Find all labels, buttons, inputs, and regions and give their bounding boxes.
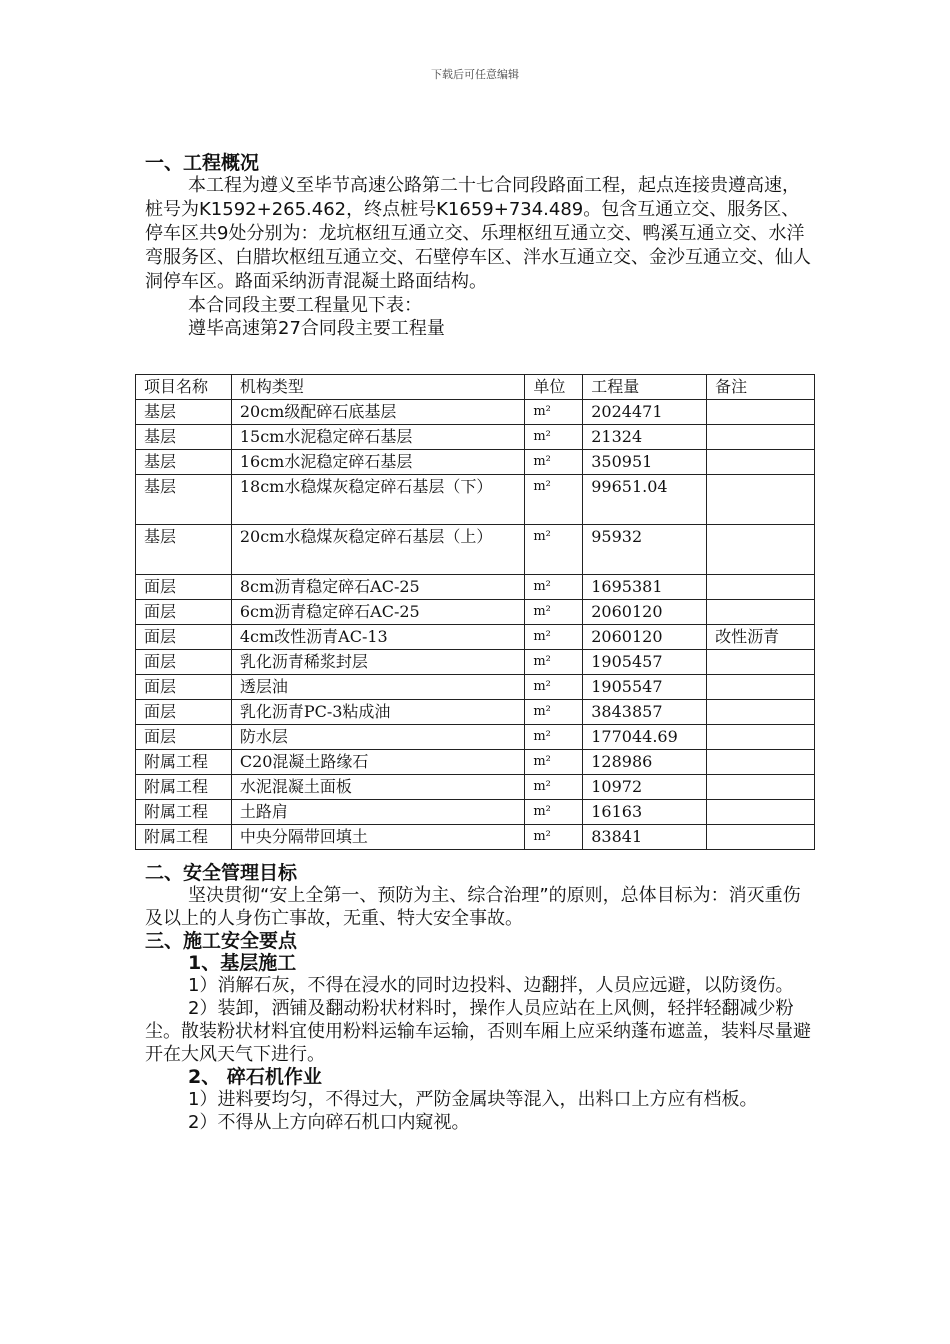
header-cell: 项目名称 bbox=[136, 375, 232, 400]
quantity-cell: 1905457 bbox=[583, 650, 707, 675]
quantity-cell: 177044.69 bbox=[583, 725, 707, 750]
remark-cell bbox=[707, 700, 815, 725]
remark-cell bbox=[707, 525, 815, 575]
quantity-cell: 2060120 bbox=[583, 600, 707, 625]
structure-cell: 18cm水稳煤灰稳定碎石基层（下） bbox=[231, 475, 525, 525]
quantity-cell: 1905547 bbox=[583, 675, 707, 700]
quantity-cell: 350951 bbox=[583, 450, 707, 475]
unit-cell: m² bbox=[525, 825, 583, 850]
table-row bbox=[136, 650, 815, 675]
subsection-3-2-title: 2、 碎石机作业 bbox=[188, 1066, 322, 1088]
item-cell: 面层 bbox=[136, 650, 232, 675]
quantities-table bbox=[135, 374, 815, 850]
section-1-title: 一、工程概况 bbox=[145, 152, 260, 174]
unit-cell: m² bbox=[525, 775, 583, 800]
structure-cell: 中央分隔带回填土 bbox=[231, 825, 525, 850]
quantity-cell: 128986 bbox=[583, 750, 707, 775]
structure-cell: 8cm沥青稳定碎石AC-25 bbox=[231, 575, 525, 600]
item-cell: 基层 bbox=[136, 475, 232, 525]
remark-cell bbox=[707, 475, 815, 525]
section-1-paragraph: 本工程为遵义至毕节高速公路第二十七合同段路面工程，起点连接贵遵高速，桩号为K1592+265.462，终点桩号K1659+734.489。包含互通立交、服务区、停车区共9处分别为：龙坑枢纽互通立交、乐理枢纽互通立交、鸭溪互通立交、水洋弯服务区、白腊坎枢纽互通立交、石壁停车区、泮水互通立交、金沙互通立交、仙人洞停车区。路面采纳沥青混凝土路面结构。 bbox=[145, 175, 811, 292]
table-row bbox=[136, 450, 815, 475]
page-header-note: 下载后可任意编辑 bbox=[431, 68, 519, 81]
subsection-3-1-paragraph-2: 2）装卸，洒铺及翻动粉状材料时，操作人员应站在上风侧，轻拌轻翻减少粉尘。散装粉状材料宜使用粉料运输车运输，否则车厢上应采纳蓬布遮盖，装料尽量避开在大风天气下进行。 bbox=[145, 998, 811, 1065]
quantity-cell: 3843857 bbox=[583, 700, 707, 725]
table-row bbox=[136, 625, 815, 650]
structure-cell: 20cm水稳煤灰稳定碎石基层（上） bbox=[231, 525, 525, 575]
remark-cell bbox=[707, 425, 815, 450]
structure-cell: 乳化沥青稀浆封层 bbox=[231, 650, 525, 675]
table-row bbox=[136, 675, 815, 700]
unit-cell: m² bbox=[525, 425, 583, 450]
item-cell: 面层 bbox=[136, 700, 232, 725]
unit-cell: m² bbox=[525, 600, 583, 625]
structure-cell: 20cm级配碎石底基层 bbox=[231, 400, 525, 425]
quantity-cell: 10972 bbox=[583, 775, 707, 800]
item-cell: 附属工程 bbox=[136, 775, 232, 800]
remark-cell bbox=[707, 450, 815, 475]
section-3-title: 三、施工安全要点 bbox=[145, 930, 298, 952]
unit-cell: m² bbox=[525, 525, 583, 575]
table-row bbox=[136, 575, 815, 600]
structure-cell: C20混凝土路缘石 bbox=[231, 750, 525, 775]
remark-cell bbox=[707, 650, 815, 675]
section-2-paragraph: 坚决贯彻“安上全第一、预防为主、综合治理”的原则，总体目标为：消灭重伤及以上的人身伤亡事故，无重、特大安全事故。 bbox=[145, 885, 801, 929]
unit-cell: m² bbox=[525, 700, 583, 725]
remark-cell bbox=[707, 825, 815, 850]
unit-cell: m² bbox=[525, 650, 583, 675]
remark-cell bbox=[707, 400, 815, 425]
unit-cell: m² bbox=[525, 675, 583, 700]
table-row bbox=[136, 800, 815, 825]
unit-cell: m² bbox=[525, 575, 583, 600]
section-1-table-intro: 本合同段主要工程量见下表： bbox=[188, 295, 422, 316]
unit-cell: m² bbox=[525, 450, 583, 475]
quantity-cell: 1695381 bbox=[583, 575, 707, 600]
section-overview bbox=[145, 152, 817, 340]
header-cell: 备注 bbox=[707, 375, 815, 400]
remark-cell bbox=[707, 725, 815, 750]
section-safety bbox=[145, 862, 817, 1134]
table-row bbox=[136, 525, 815, 575]
table-row bbox=[136, 425, 815, 450]
table-caption: 遵毕高速第27合同段主要工程量 bbox=[188, 318, 445, 339]
quantity-cell: 95932 bbox=[583, 525, 707, 575]
table-row bbox=[136, 700, 815, 725]
item-cell: 面层 bbox=[136, 725, 232, 750]
subsection-3-2-paragraph-2: 2）不得从上方向碎石机口内窥视。 bbox=[188, 1112, 470, 1133]
structure-cell: 6cm沥青稳定碎石AC-25 bbox=[231, 600, 525, 625]
section-2-title: 二、安全管理目标 bbox=[145, 862, 298, 884]
subsection-3-1-title: 1、基层施工 bbox=[188, 952, 297, 974]
remark-cell bbox=[707, 575, 815, 600]
remark-cell bbox=[707, 675, 815, 700]
item-cell: 附属工程 bbox=[136, 750, 232, 775]
structure-cell: 透层油 bbox=[231, 675, 525, 700]
table-row bbox=[136, 400, 815, 425]
table-row bbox=[136, 750, 815, 775]
header-cell: 工程量 bbox=[583, 375, 707, 400]
quantity-cell: 2024471 bbox=[583, 400, 707, 425]
table-row bbox=[136, 825, 815, 850]
item-cell: 面层 bbox=[136, 600, 232, 625]
remark-cell bbox=[707, 775, 815, 800]
item-cell: 面层 bbox=[136, 675, 232, 700]
header-cell: 单位 bbox=[525, 375, 583, 400]
quantity-cell: 99651.04 bbox=[583, 475, 707, 525]
unit-cell: m² bbox=[525, 800, 583, 825]
table-row bbox=[136, 600, 815, 625]
remark-cell bbox=[707, 600, 815, 625]
table-row bbox=[136, 775, 815, 800]
remark-cell: 改性沥青 bbox=[707, 625, 815, 650]
item-cell: 面层 bbox=[136, 575, 232, 600]
unit-cell: m² bbox=[525, 750, 583, 775]
subsection-3-1-paragraph-1: 1）消解石灰，不得在浸水的同时边投料、边翻拌，人员应远避，以防烫伤。 bbox=[188, 975, 794, 996]
unit-cell: m² bbox=[525, 475, 583, 525]
table-row bbox=[136, 475, 815, 525]
item-cell: 附属工程 bbox=[136, 800, 232, 825]
item-cell: 基层 bbox=[136, 400, 232, 425]
structure-cell: 防水层 bbox=[231, 725, 525, 750]
structure-cell: 4cm改性沥青AC-13 bbox=[231, 625, 525, 650]
structure-cell: 土路肩 bbox=[231, 800, 525, 825]
subsection-3-2-paragraph-1: 1）进料要均匀，不得过大，严防金属块等混入，出料口上方应有档板。 bbox=[188, 1089, 758, 1110]
structure-cell: 水泥混凝土面板 bbox=[231, 775, 525, 800]
remark-cell bbox=[707, 750, 815, 775]
item-cell: 基层 bbox=[136, 450, 232, 475]
structure-cell: 16cm水泥稳定碎石基层 bbox=[231, 450, 525, 475]
remark-cell bbox=[707, 800, 815, 825]
quantity-cell: 16163 bbox=[583, 800, 707, 825]
unit-cell: m² bbox=[525, 625, 583, 650]
unit-cell: m² bbox=[525, 725, 583, 750]
item-cell: 附属工程 bbox=[136, 825, 232, 850]
unit-cell: m² bbox=[525, 400, 583, 425]
item-cell: 面层 bbox=[136, 625, 232, 650]
structure-cell: 乳化沥青PC-3粘成油 bbox=[231, 700, 525, 725]
quantity-cell: 21324 bbox=[583, 425, 707, 450]
quantity-cell: 83841 bbox=[583, 825, 707, 850]
item-cell: 基层 bbox=[136, 425, 232, 450]
quantity-cell: 2060120 bbox=[583, 625, 707, 650]
table-header-row bbox=[136, 375, 815, 400]
structure-cell: 15cm水泥稳定碎石基层 bbox=[231, 425, 525, 450]
header-cell: 机构类型 bbox=[231, 375, 525, 400]
table-row bbox=[136, 725, 815, 750]
item-cell: 基层 bbox=[136, 525, 232, 575]
